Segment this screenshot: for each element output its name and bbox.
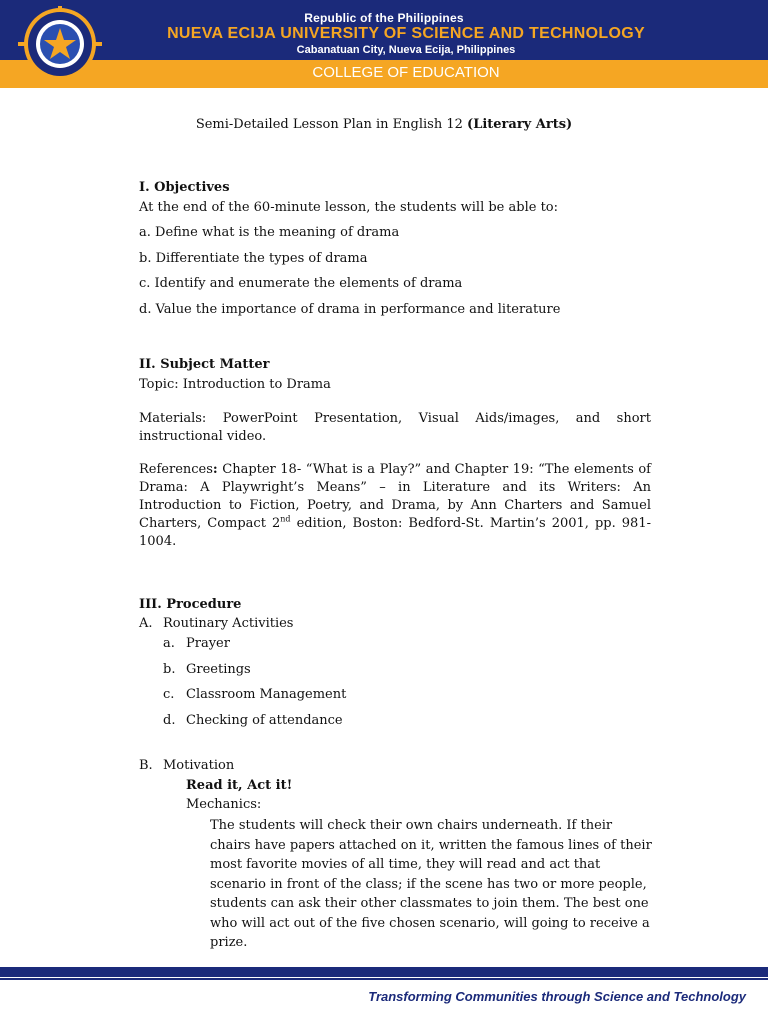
routine-item-label: Classroom Management	[186, 687, 347, 702]
document-title-main: Semi-Detailed Lesson Plan in English 12	[195, 117, 468, 132]
procedure-b-label: Motivation	[163, 758, 235, 773]
references-text-b: edition, Boston: Bedford-St. Martin’s 2001, pp. 981-1004.	[139, 516, 651, 549]
mechanics-label: Mechanics:	[186, 797, 262, 812]
objective-item: b. Differentiate the types of drama	[139, 251, 368, 266]
footer-tagline: Transforming Communities through Science and Technology	[368, 989, 746, 1004]
letterhead-university-name: NUEVA ECIJA UNIVERSITY OF SCIENCE AND TECHNOLOGY	[167, 25, 645, 42]
subject-matter-heading: II. Subject Matter	[139, 357, 270, 372]
references-text-a: Chapter 18- “What is a Play?” and Chapter 19: “The elements of Drama: A Playwright’s Means” – in Literature and its Writers: An Introduction to Fiction, Poetry, and Drama, by Ann Charters and Samuel Charters, Compact 2	[139, 462, 651, 531]
document-title	[0, 116, 768, 134]
routine-item-label: Checking of attendance	[186, 713, 343, 728]
objectives-heading: I. Objectives	[139, 180, 230, 195]
letterhead-republic: Republic of the Philippines	[304, 11, 464, 25]
references-colon: :	[212, 462, 218, 477]
references-superscript: nd	[280, 514, 291, 524]
routine-item-label: Greetings	[186, 662, 251, 677]
mechanics-text: The students will check their own chairs underneath. If their chairs have papers attached on it, written the famous lines of their most favorite movies of all time, they will read and act that scenario in front of the class; if the scene has two or more people, students can ask their other classmates to join them. The best one who will act out of the five chosen scenario, will going to receive a prize.	[210, 818, 652, 950]
objective-item: a. Define what is the meaning of drama	[139, 225, 400, 240]
routine-item-marker: c.	[163, 687, 175, 702]
objective-item: c. Identify and enumerate the elements of drama	[139, 276, 463, 291]
procedure-a-marker: A.	[139, 616, 153, 631]
procedure-a-label: Routinary Activities	[163, 616, 294, 631]
routine-item-marker: a.	[163, 636, 175, 651]
subject-references	[139, 461, 651, 551]
subject-topic: Topic: Introduction to Drama	[139, 377, 331, 392]
routine-item-marker: b.	[163, 662, 176, 677]
procedure-b-marker: B.	[139, 758, 153, 773]
objectives-intro: At the end of the 60-minute lesson, the students will be able to:	[139, 200, 558, 215]
references-label: References	[139, 462, 213, 477]
footer-rule	[0, 978, 768, 980]
routine-item-marker: d.	[163, 713, 176, 728]
letterhead	[0, 0, 768, 88]
objective-item: d. Value the importance of drama in performance and literature	[139, 302, 561, 317]
letterhead-college: COLLEGE OF EDUCATION	[312, 64, 500, 81]
activity-title: Read it, Act it!	[186, 778, 293, 793]
document-title-paren: (Literary Arts)	[467, 117, 573, 132]
procedure-heading: III. Procedure	[139, 597, 242, 612]
letterhead-address: Cabanatuan City, Nueva Ecija, Philippines	[296, 44, 516, 56]
routine-item-label: Prayer	[186, 636, 230, 651]
subject-materials: Materials: PowerPoint Presentation, Visual Aids/images, and short instructional video.	[139, 411, 651, 444]
footer-band	[0, 967, 768, 977]
